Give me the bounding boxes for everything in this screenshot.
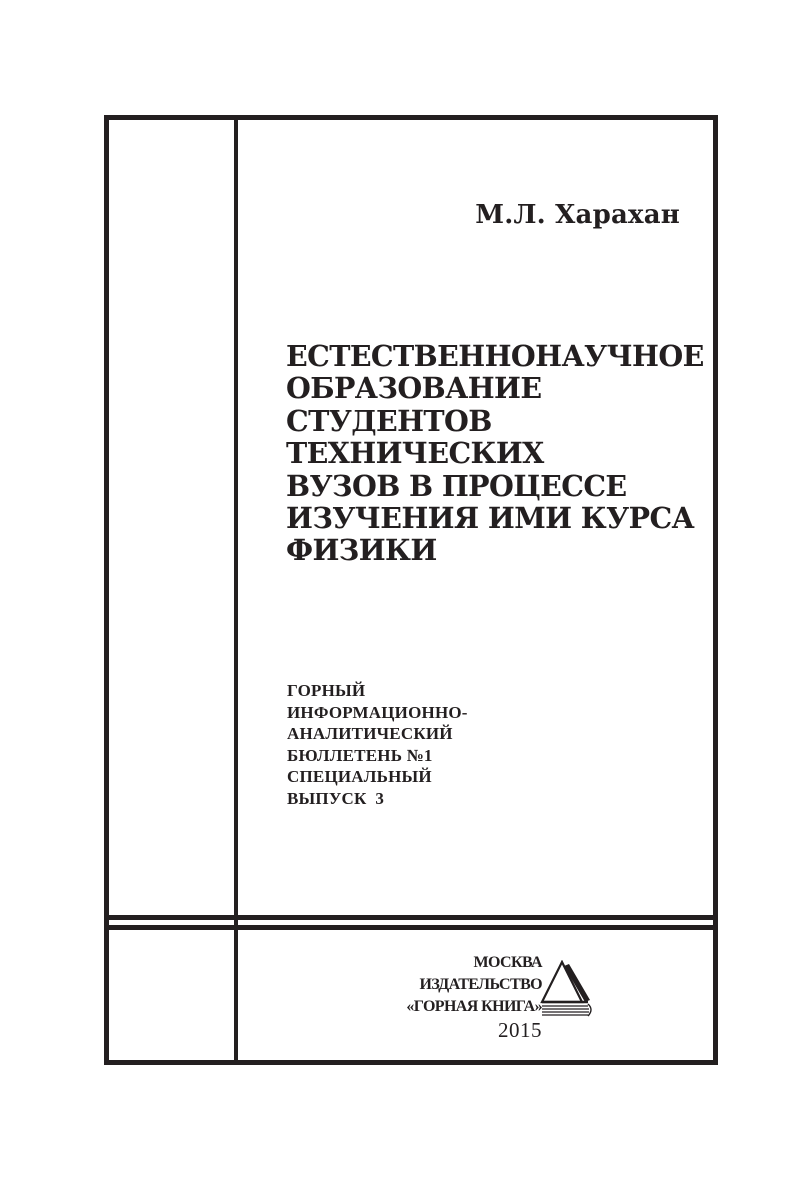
publication-year: 2015: [498, 1018, 542, 1042]
triangle-book-logo-icon: [540, 960, 598, 1022]
title-line: ОБРАЗОВАНИЕ: [286, 371, 542, 406]
title-line: ФИЗИКИ: [286, 533, 437, 568]
title-line: ТЕХНИЧЕСКИХ: [286, 436, 544, 471]
book-title: [286, 340, 706, 567]
title-line: ИЗУЧЕНИЯ ИМИ КУРСА: [286, 501, 695, 536]
title-line: ВУЗОВ В ПРОЦЕССЕ: [286, 468, 627, 503]
publisher-block: [406, 952, 542, 1042]
series-line: БЮЛЛЕТЕНЬ №1: [287, 745, 433, 765]
series-info: [287, 680, 468, 809]
title-line: СТУДЕНТОВ: [286, 403, 492, 438]
series-line: АНАЛИТИЧЕСКИЙ: [287, 724, 453, 743]
series-line: ГОРНЫЙ: [287, 681, 366, 700]
horizontal-rule-bottom: [109, 925, 713, 930]
publisher-label: ИЗДАТЕЛЬСТВО: [419, 976, 542, 993]
series-line: ИНФОРМАЦИОННО-: [287, 702, 468, 722]
publisher-name: «ГОРНАЯ КНИГА»: [406, 998, 542, 1015]
title-line: ЕСТЕСТВЕННОНАУЧНОЕ: [286, 339, 704, 373]
author-name: М.Л. Харахан: [475, 200, 680, 230]
cover-frame: [104, 115, 718, 1065]
horizontal-rule-top: [109, 915, 713, 920]
series-line: СПЕЦИАЛЬНЫЙ: [287, 767, 432, 786]
series-line: ВЫПУСК 3: [287, 788, 385, 808]
publisher-city: МОСКВА: [473, 954, 542, 971]
